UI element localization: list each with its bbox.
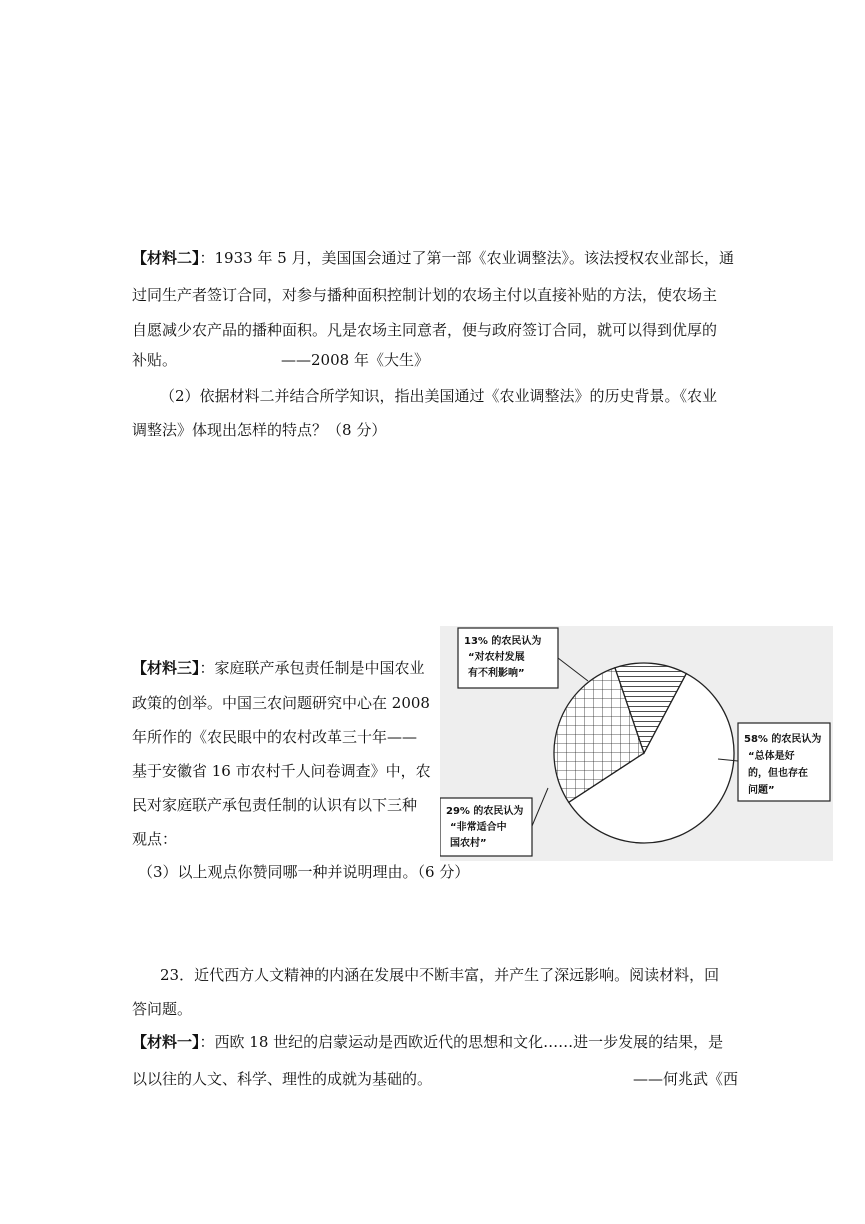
material2-source: ——2008 年《大生》 bbox=[281, 351, 429, 369]
callout-top-line-2: “对农村发展 bbox=[468, 652, 525, 663]
material2-line4 bbox=[132, 350, 429, 370]
material1-line1 bbox=[132, 1032, 723, 1052]
material3-line5: 民对家庭联产承包责任制的认识有以下三种 bbox=[132, 796, 418, 814]
question2-line1: （2）依据材料二并结合所学知识，指出美国通过《农业调整法》的历史背景。《农业 bbox=[160, 387, 718, 405]
material3-line2: 政策的创举。中国三农问题研究中心在 2008 bbox=[132, 694, 430, 712]
callout-left-line-1: 29% 的农民认为 bbox=[446, 806, 524, 817]
material3-line1 bbox=[132, 658, 425, 678]
pie-chart-svg bbox=[440, 626, 833, 861]
material1-text-1: ：西欧 18 世纪的启蒙运动是西欧近代的思想和文化……进一步发展的结果，是 bbox=[199, 1033, 724, 1051]
question23-line1: 23．近代西方人文精神的内涵在发展中不断丰富，并产生了深远影响。阅读材料，回 bbox=[160, 966, 720, 984]
callout-right-line-3: 的，但也存在 bbox=[748, 768, 808, 779]
question2-line2: 调整法》体现出怎样的特点？（8 分） bbox=[132, 421, 387, 439]
question3: （3）以上观点你赞同哪一种并说明理由。（6 分） bbox=[138, 863, 470, 881]
material1-line2 bbox=[132, 1069, 432, 1089]
material3-text-1: ：家庭联产承包责任制是中国农业 bbox=[199, 659, 425, 677]
material2-line3: 自愿减少农产品的播种面积。凡是农场主同意者，便与政府签订合同，就可以得到优厚的 bbox=[132, 321, 718, 339]
material2-last-text: 补贴。 bbox=[132, 351, 178, 369]
callout-right-line-2: “总体是好 bbox=[748, 751, 795, 762]
material3-line6: 观点： bbox=[132, 830, 178, 848]
callout-right-line-4: 问题” bbox=[748, 785, 775, 796]
leader-line-left bbox=[532, 788, 548, 826]
material2-text-1: ：1933 年 5 月，美国国会通过了第一部《农业调整法》。该法授权农业部长，通 bbox=[199, 249, 735, 267]
callout-top-line-3: 有不利影响” bbox=[468, 668, 525, 679]
question23-line2: 答问题。 bbox=[132, 1000, 193, 1018]
material2-line2: 过同生产者签订合同，对参与播种面积控制计划的农场主付以直接补贴的方法，使农场主 bbox=[132, 286, 718, 304]
material2-label: 【材料二】 bbox=[132, 249, 200, 267]
callout-top-line-1: 13% 的农民认为 bbox=[464, 636, 542, 647]
callout-left-line-3: 国农村” bbox=[450, 838, 487, 849]
material3-line3: 年所作的《农民眼中的农村改革三十年—— bbox=[132, 728, 418, 746]
material1-label: 【材料一】 bbox=[132, 1033, 200, 1051]
leader-line-top bbox=[558, 658, 588, 681]
material1-text-2: 以以往的人文、科学、理性的成就为基础的。 bbox=[132, 1070, 433, 1088]
callout-left-line-2: “非常适合中 bbox=[450, 822, 507, 833]
material2-line1 bbox=[132, 248, 734, 268]
material3-label: 【材料三】 bbox=[132, 659, 200, 677]
pie-chart bbox=[440, 626, 833, 861]
callout-right-line-1: 58% 的农民认为 bbox=[744, 734, 822, 745]
material1-source: ——何兆武《西 bbox=[633, 1070, 739, 1088]
material3-line4: 基于安徽省 16 市农村千人问卷调查》中，农 bbox=[132, 762, 431, 780]
